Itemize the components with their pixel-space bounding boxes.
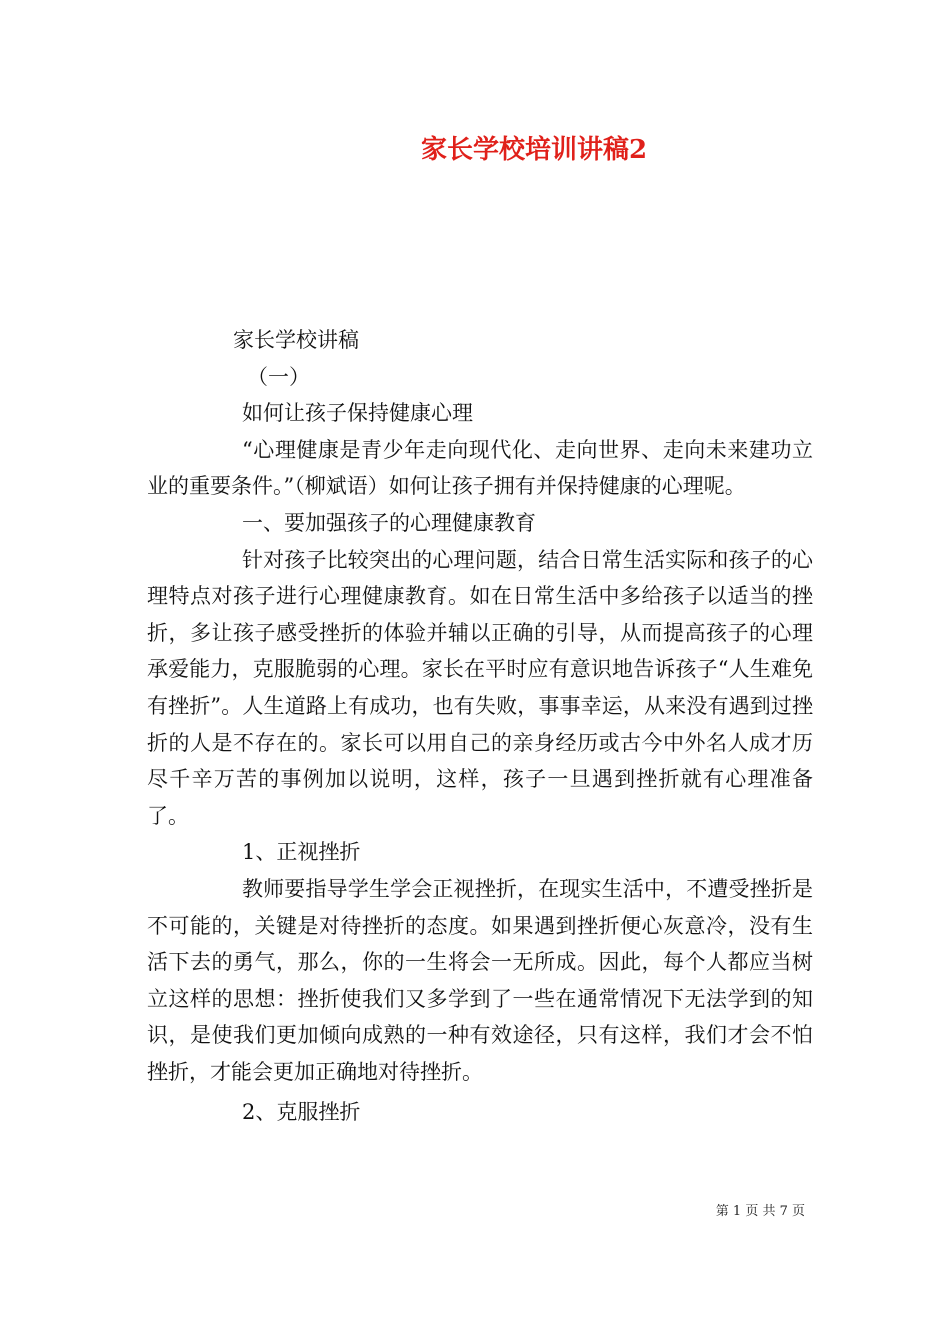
lecture-heading: 家长学校讲稿 xyxy=(233,328,359,352)
document-title: 家长学校培训讲稿2 xyxy=(420,135,648,165)
subsection-heading: 2、克服挫折 xyxy=(242,1100,361,1125)
subsection-heading: 1、正视挫折 xyxy=(242,840,361,865)
body-paragraph: 教师要指导学生学会正视挫折，在现实生活中，不遭受挫折是不可能的，关键是对待挫折的态度。如果遇到挫折便心灰意冷，没有生活下去的勇气，那么，你的一生将会一无所成。因此，每个人都应当树立这样的思想：挫折使我们又多学到了一些在通常情况下无法学到的知识，是使我们更加倾向成熟的一种有效途径，只有这样，我们才会不怕挫折，才能会更加正确地对待挫折。 xyxy=(147,876,813,1084)
body-paragraph: “心理健康是青少年走向现代化、走向世界、走向未来建功立业的重要条件。”（柳斌语）如何让孩子拥有并保持健康的心理呢。 xyxy=(147,437,813,499)
lecture-topic: 如何让孩子保持健康心理 xyxy=(242,401,473,426)
document-body xyxy=(147,322,813,1131)
body-paragraph: 针对孩子比较突出的心理问题，结合日常生活实际和孩子的心理特点对孩子进行心理健康教育。如在日常生活中多给孩子以适当的挫折，多让孩子感受挫折的体验并辅以正确的引导，从而提高孩子的心理承爱能力，克服脆弱的心理。家长在平时应有意识地告诉孩子“人生难免有挫折”。人生道路上有成功，也有失败，事事幸运，从来没有遇到过挫折的人是不存在的。家长可以用自己的亲身经历或古今中外名人成才历尽千辛万苦的事例加以说明，这样，孩子一旦遇到挫折就有心理准备了。 xyxy=(147,547,813,828)
page-number-footer: 第 1 页 共 7 页 xyxy=(715,1204,805,1219)
section-number: （一） xyxy=(247,364,310,389)
section-heading: 一、要加强孩子的心理健康教育 xyxy=(242,510,536,535)
